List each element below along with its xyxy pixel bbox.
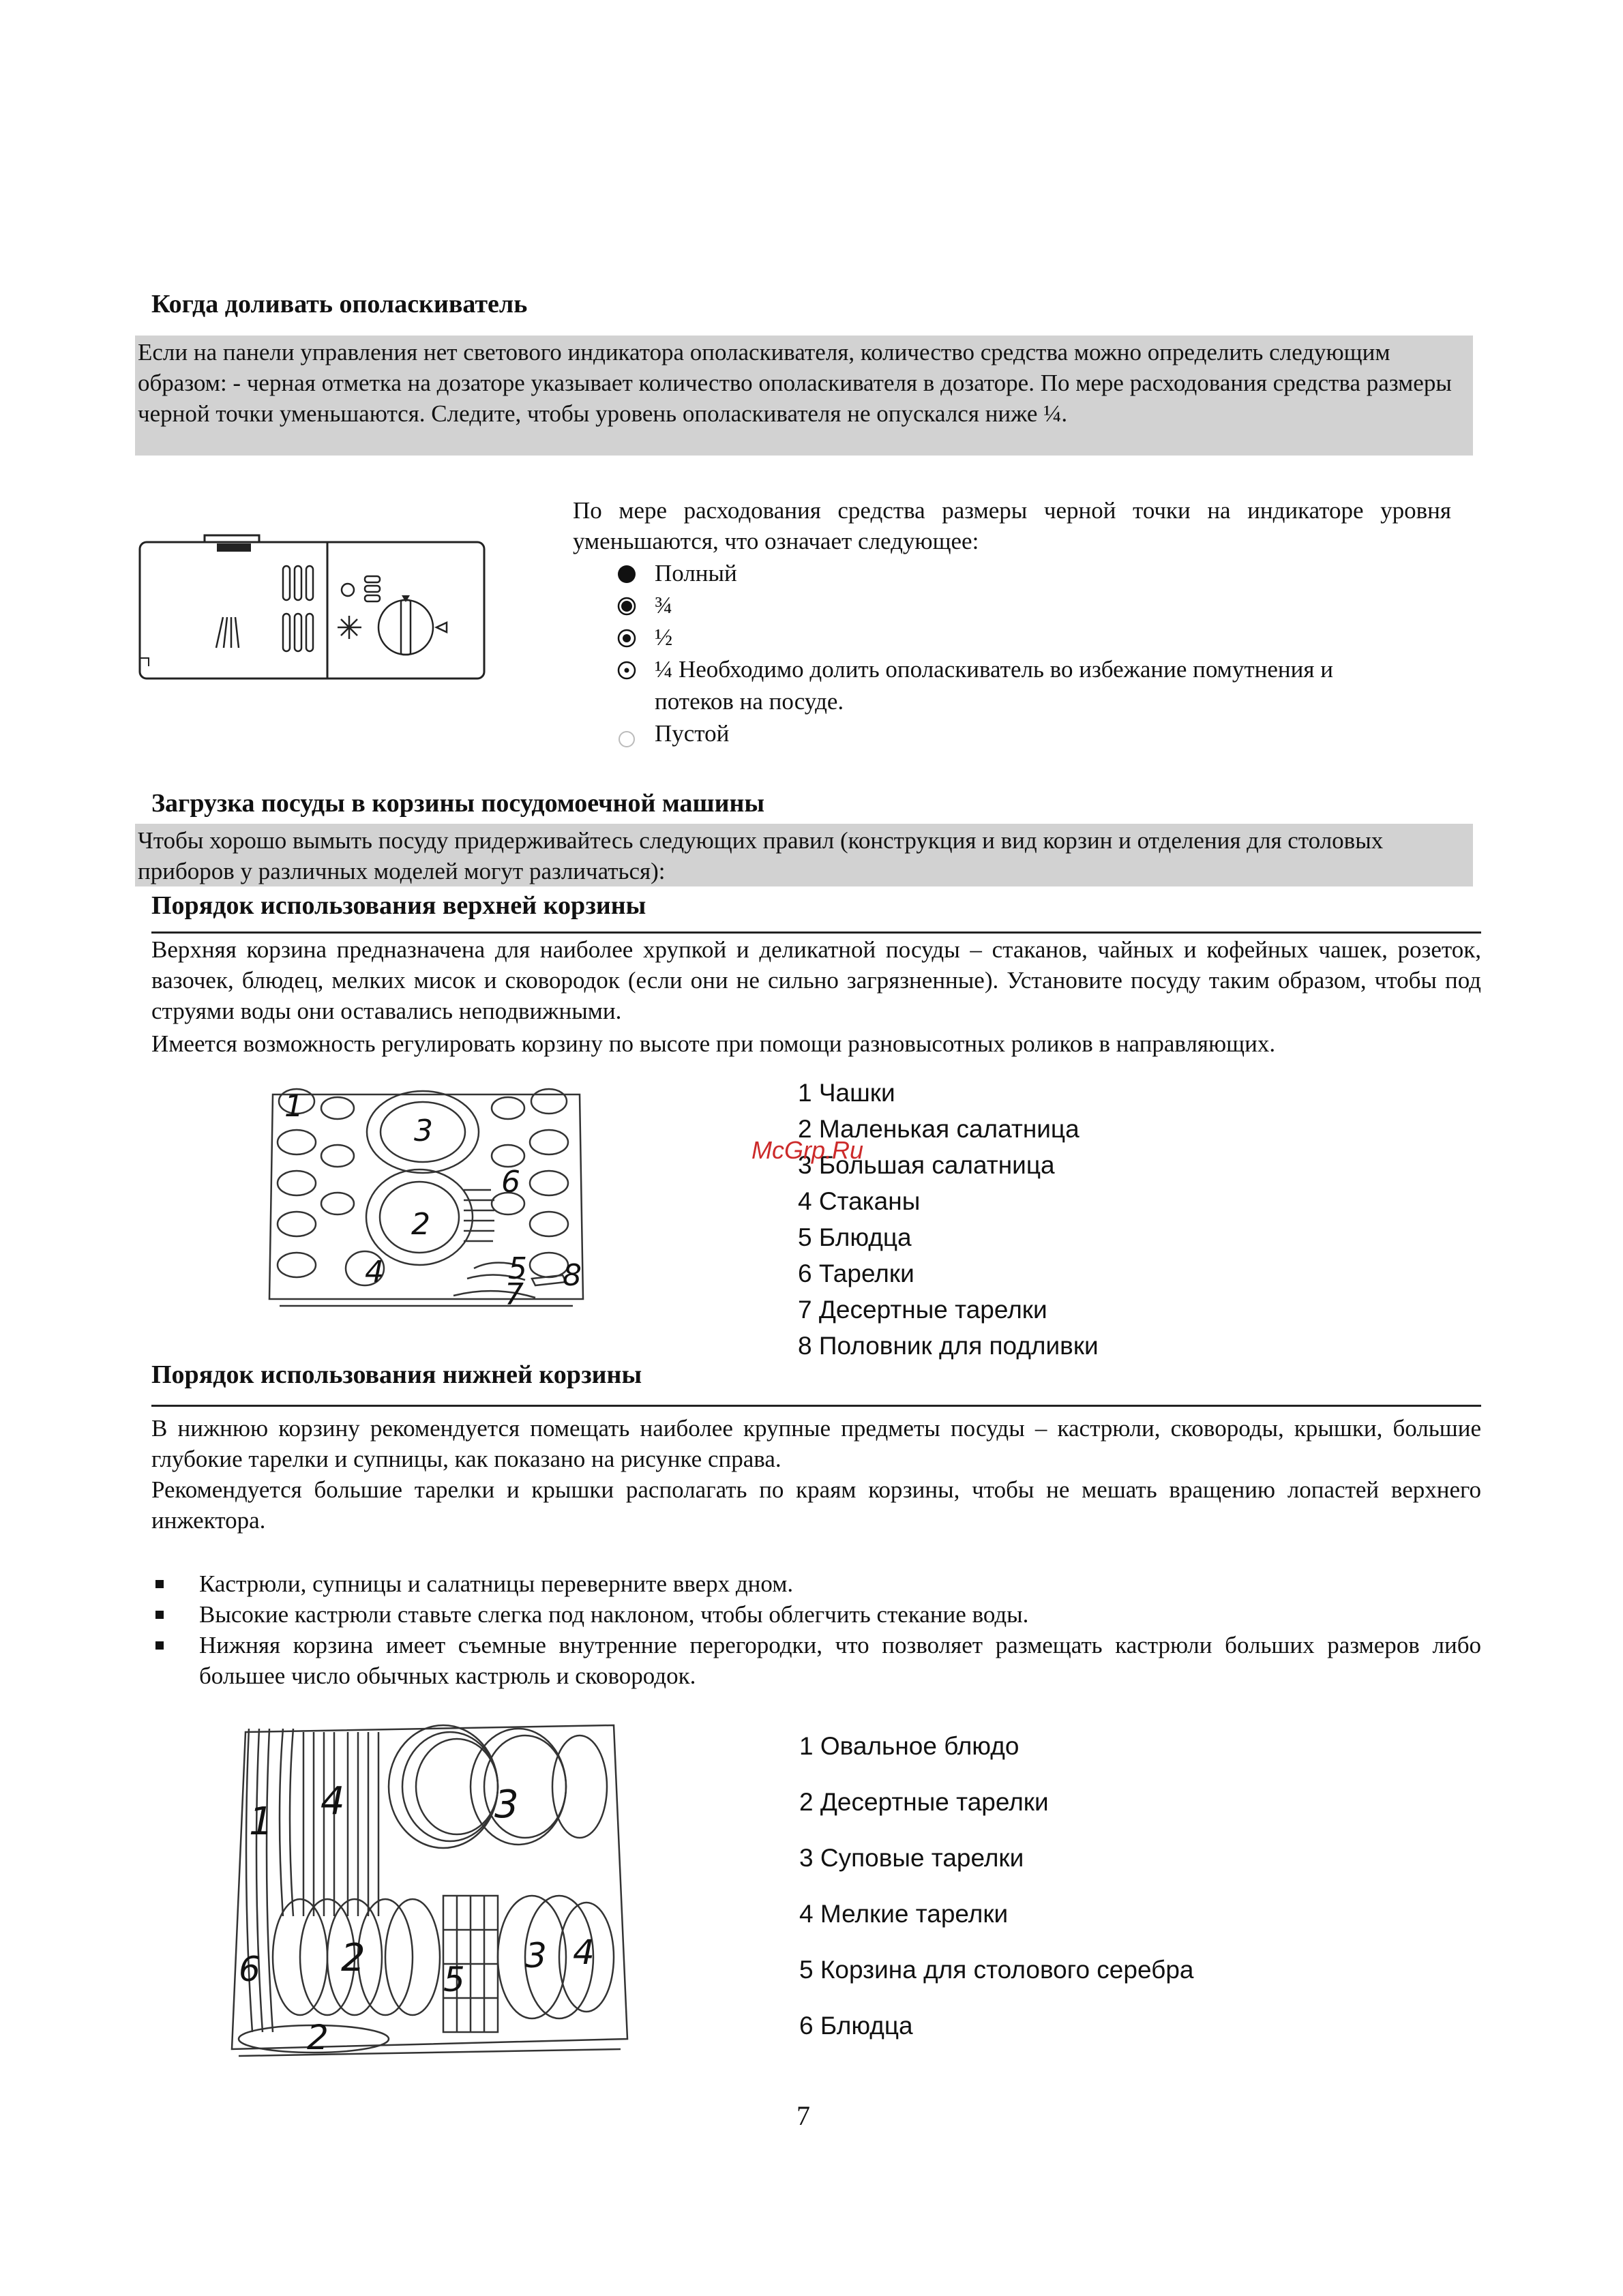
rinse-intro: Если на панели управления нет светового индикатора ополаскивателя, количество средства можно определить следующим образом: - черная отметка на дозаторе указывает количество ополаскивателя в дозаторе. По мере расходования средства размеры черной точки уменьшаются. Следите, чтобы уровень ополаскивателя не опускался ниже ¼. [135, 336, 1473, 456]
lower-paragraph-1: В нижнюю корзину рекомендуется помещать наиболее крупные предметы посуды – кастрюли, сковороды, крышки, большие глубокие тарелки и супницы, как показано на рисунке справа. [151, 1415, 1481, 1472]
svg-text:2: 2 [341, 1936, 366, 1980]
svg-text:1: 1 [284, 1089, 303, 1124]
svg-text:6: 6 [239, 1950, 260, 1989]
lower-legend-item: 5 Корзина для столового серебра [799, 1956, 1194, 1984]
upper-legend-item: 3 Большая салатница [798, 1151, 1055, 1179]
upper-legend-item: 8 Половник для подливки [798, 1332, 1099, 1360]
svg-text:8: 8 [563, 1258, 582, 1293]
bullet-item: Высокие кастрюли ставьте слегка под наклоном, чтобы облегчить стекание воды. [151, 1599, 1489, 1630]
svg-text:1: 1 [249, 1800, 273, 1844]
level-half: ½ [614, 622, 672, 653]
svg-text:4: 4 [573, 1933, 595, 1972]
page-number: 7 [796, 2100, 810, 2131]
svg-text:3: 3 [525, 1936, 547, 1976]
lower-bullet-list [151, 1568, 1489, 1705]
lower-legend-item: 4 Мелкие тарелки [799, 1900, 1009, 1928]
upper-legend-item: 1 Чашки [798, 1079, 895, 1107]
lower-legend-item: 6 Блюдца [799, 2012, 913, 2040]
rinse-dispenser-illustration [136, 535, 491, 689]
rinse-heading: Когда доливать ополаскиватель [151, 290, 528, 318]
svg-text:2: 2 [307, 2018, 329, 2057]
three-quarter-dot-icon [616, 596, 637, 616]
svg-text:2: 2 [411, 1207, 430, 1242]
quarter-dot-icon [616, 660, 637, 681]
level-three-quarter: ¾ [614, 590, 672, 621]
upper-paragraph-2: Имеется возможность регулировать корзину по высоте при помощи разновысотных роликов в направляющих. [151, 1030, 1276, 1057]
lower-basket-illustration [218, 1712, 641, 2066]
upper-legend-item: 6 Тарелки [798, 1259, 914, 1287]
svg-text:4: 4 [365, 1255, 384, 1289]
svg-text:7: 7 [505, 1277, 524, 1312]
upper-legend-item: 4 Стаканы [798, 1187, 921, 1215]
svg-text:3: 3 [414, 1114, 433, 1148]
half-dot-icon [616, 628, 637, 648]
svg-text:5: 5 [508, 1251, 527, 1286]
lower-basket-heading: Порядок использования нижней корзины [151, 1360, 642, 1389]
level-quarter: ¼ Необходимо долить ополаскиватель во избежание помутнения и [614, 654, 1333, 685]
upper-legend-item: 2 Маленькая салатница [798, 1115, 1079, 1143]
lower-paragraph-2: Рекомендуется большие тарелки и крышки располагать по краям корзины, чтобы не мешать вращению лопастей верхнего инжектора. [151, 1476, 1481, 1534]
upper-legend-item: 7 Десертные тарелки [798, 1296, 1047, 1324]
bullet-item: Кастрюли, супницы и салатницы переверните вверх дном. [151, 1568, 1489, 1599]
watermark: McGrp.Ru [751, 1136, 864, 1164]
upper-basket-illustration [263, 1081, 590, 1320]
lower-legend-item: 2 Десертные тарелки [799, 1788, 1049, 1816]
upper-legend-item: 5 Блюдца [798, 1223, 912, 1251]
svg-text:5: 5 [443, 1960, 465, 1999]
svg-text:4: 4 [321, 1779, 345, 1823]
bullet-item: Нижняя корзина имеет съемные внутренние перегородки, что позволяет размещать кастрюли больших размеров либо большее число обычных кастрюль и сковородок. [151, 1630, 1481, 1691]
upper-paragraph-1: Верхняя корзина предназначена для наиболее хрупкой и деликатной посуды – стаканов, чайных и кофейных чашек, розеток, вазочек, блюдец, мелких мисок и сковородок (если они не сильно загрязненные). Установите посуду таким образом, чтобы под струями воды они оставались неподвижными. [151, 936, 1481, 1024]
upper-basket-heading: Порядок использования верхней корзины [151, 891, 646, 920]
lower-legend-item: 1 Овальное блюдо [799, 1732, 1019, 1760]
full-dot-icon [616, 564, 637, 584]
level-empty: Пустой [614, 718, 729, 749]
lower-heading-rule [151, 1405, 1481, 1407]
rinse-level-list [614, 558, 1473, 749]
upper-legend [798, 1079, 1207, 1365]
lower-legend [799, 1732, 1277, 2059]
svg-text:3: 3 [494, 1783, 519, 1827]
upper-heading-rule [151, 931, 1481, 934]
svg-text:6: 6 [501, 1165, 520, 1199]
empty-dot-icon [616, 729, 637, 749]
rinse-indicator-text: По мере расходования средства размеры черной точки на индикаторе уровня уменьшаются, что означает следующее: [573, 497, 1451, 554]
loading-heading: Загрузка посуды в корзины посудомоечной машины [151, 789, 765, 818]
loading-intro: Чтобы хорошо вымыть посуду придерживайтесь следующих правил (конструкция и вид корзин и отделения для столовых приборов у различных моделей могут различаться): [135, 824, 1473, 886]
level-full: Полный [614, 558, 737, 588]
level-quarter-continuation: потеков на посуде. [655, 688, 844, 715]
lower-legend-item: 3 Суповые тарелки [799, 1844, 1024, 1872]
